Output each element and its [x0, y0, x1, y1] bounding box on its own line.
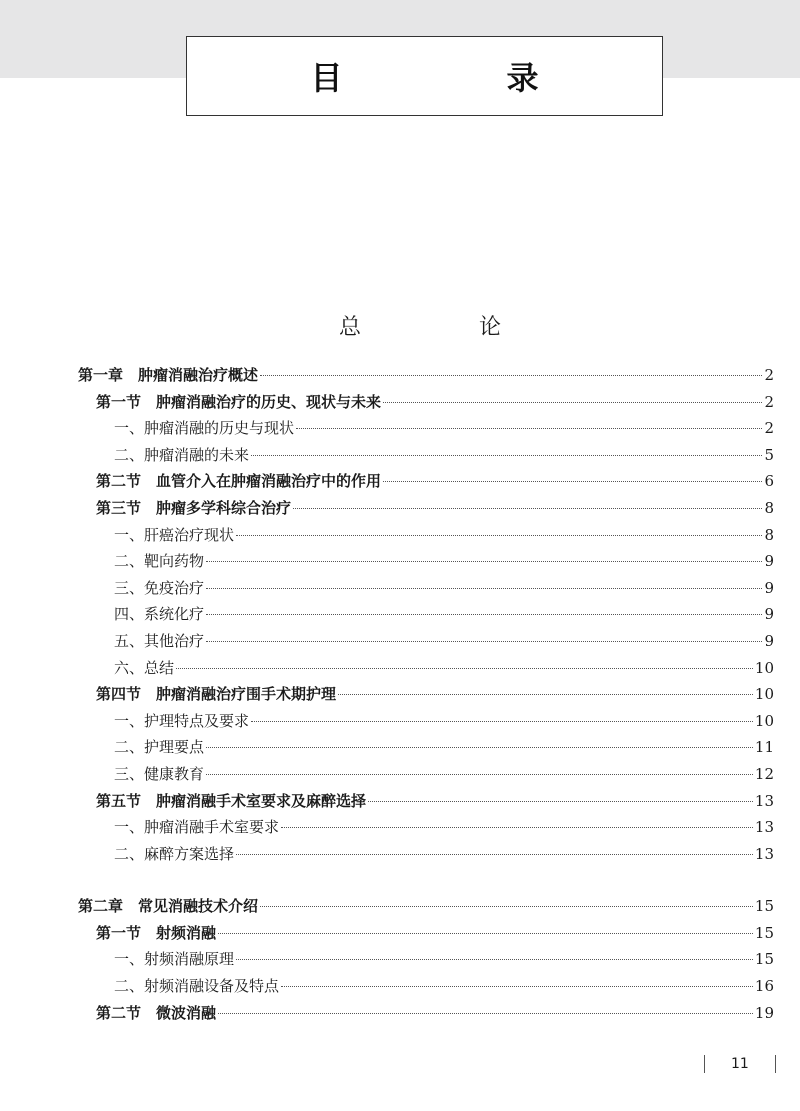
dot-leader [338, 694, 753, 695]
dot-leader [383, 481, 762, 482]
toc-section[interactable] [78, 788, 774, 815]
dot-leader [296, 428, 762, 429]
dot-leader [251, 455, 762, 456]
dot-leader [293, 508, 762, 509]
toc-entry-label: 第二节 微波消融 [96, 1003, 217, 1022]
dot-leader [281, 827, 753, 828]
toc-entry-page: 6 [764, 472, 774, 491]
toc-entry-label: 三、免疫治疗 [114, 578, 205, 597]
toc-item[interactable] [78, 601, 774, 628]
toc-item[interactable] [78, 522, 774, 549]
toc-item[interactable] [78, 442, 774, 469]
dot-leader [206, 561, 762, 562]
toc-entry-label: 三、健康教育 [114, 764, 205, 783]
toc-item[interactable] [78, 548, 774, 575]
toc-section[interactable] [78, 468, 774, 495]
toc-item[interactable] [78, 973, 774, 1000]
dot-leader [251, 721, 753, 722]
toc-entry-label: 一、肿瘤消融的历史与现状 [114, 419, 295, 438]
toc-entry-page: 8 [764, 525, 774, 544]
toc-item[interactable] [78, 734, 774, 761]
dot-leader [176, 668, 753, 669]
section-heading: 总 论 [338, 315, 549, 340]
toc-entry-page: 2 [764, 366, 774, 384]
toc-item[interactable] [78, 575, 774, 602]
dot-leader [206, 774, 753, 775]
toc-entry-page: 11 [754, 738, 774, 757]
toc-section[interactable] [78, 495, 774, 522]
toc-entry-label: 第一节 射频消融 [96, 923, 217, 942]
toc-section[interactable] [78, 681, 774, 708]
toc-entry-page: 10 [754, 711, 774, 730]
toc-entry-label: 第五节 肿瘤消融手术室要求及麻醉选择 [96, 791, 367, 810]
toc-chapter[interactable] [78, 893, 774, 920]
toc-entry-label: 二、护理要点 [114, 738, 205, 757]
dot-leader [236, 959, 753, 960]
toc-entry-page: 2 [764, 419, 774, 438]
toc-entry-page: 13 [754, 844, 774, 863]
toc-section[interactable] [78, 1000, 774, 1027]
dot-leader [236, 854, 753, 855]
toc-entry-page: 12 [754, 764, 774, 783]
toc-item[interactable] [78, 655, 774, 682]
dot-leader [206, 747, 753, 748]
toc-section[interactable] [78, 920, 774, 947]
toc-entry-label: 四、系统化疗 [114, 605, 205, 624]
footer-divider [775, 1055, 776, 1073]
toc-entry-page: 13 [754, 791, 774, 810]
dot-leader [218, 1013, 753, 1014]
toc-entry-page: 10 [754, 685, 774, 704]
toc-entry-page: 19 [754, 1003, 774, 1022]
toc-entry-label: 二、肿瘤消融的未来 [114, 445, 250, 464]
toc-entry-page: 16 [754, 977, 774, 996]
dot-leader [260, 375, 762, 376]
toc-entry-page: 9 [764, 552, 774, 571]
toc-entry-page: 15 [754, 897, 774, 916]
toc-entry-page: 9 [764, 631, 774, 650]
toc-entry-label: 二、靶向药物 [114, 552, 205, 571]
toc-chapter[interactable] [78, 362, 774, 389]
toc-entry-label: 五、其他治疗 [114, 631, 205, 650]
toc-entry-label: 第二章 常见消融技术介绍 [78, 897, 259, 916]
toc-entry-page: 9 [764, 605, 774, 624]
toc-entry-page: 5 [764, 445, 774, 464]
toc-item[interactable] [78, 415, 774, 442]
dot-leader [236, 535, 762, 536]
toc-item[interactable] [78, 761, 774, 788]
toc-entry-page: 9 [764, 578, 774, 597]
toc-item[interactable] [78, 841, 774, 868]
toc-entry-page: 10 [754, 658, 774, 677]
toc-entry-label: 一、肿瘤消融手术室要求 [114, 818, 280, 837]
toc-entry-label: 一、肝癌治疗现状 [114, 525, 235, 544]
page-number: 11 [731, 1056, 749, 1072]
toc-entry-label: 第一节 肿瘤消融治疗的历史、现状与未来 [96, 392, 382, 411]
toc-entry-label: 一、射频消融原理 [114, 950, 235, 969]
dot-leader [206, 588, 762, 589]
toc-entry-label: 第一章 肿瘤消融治疗概述 [78, 366, 259, 384]
dot-leader [368, 801, 753, 802]
toc-entry-page: 13 [754, 818, 774, 837]
toc-item[interactable] [78, 708, 774, 735]
dot-leader [260, 906, 753, 907]
toc-entry-page: 2 [764, 392, 774, 411]
toc-entry-label: 第二节 血管介入在肿瘤消融治疗中的作用 [96, 472, 382, 491]
toc-item[interactable] [78, 628, 774, 655]
toc-entry-page: 15 [754, 923, 774, 942]
toc-entry-page: 15 [754, 950, 774, 969]
page-footer [704, 1052, 776, 1076]
toc-entry-label: 二、射频消融设备及特点 [114, 977, 280, 996]
toc-item[interactable] [78, 814, 774, 841]
toc-entry-label: 二、麻醉方案选择 [114, 844, 235, 863]
toc-section[interactable] [78, 389, 774, 416]
toc-entry-label: 六、总结 [114, 658, 175, 677]
dot-leader [218, 933, 753, 934]
toc-entry-label: 第三节 肿瘤多学科综合治疗 [96, 498, 292, 517]
page-title: 目 录 [186, 36, 663, 116]
dot-leader [206, 614, 762, 615]
table-of-contents [78, 362, 774, 1026]
toc-entry-label: 一、护理特点及要求 [114, 711, 250, 730]
toc-entry-label: 第四节 肿瘤消融治疗围手术期护理 [96, 685, 337, 704]
dot-leader [281, 986, 753, 987]
toc-entry-page: 8 [764, 498, 774, 517]
toc-item[interactable] [78, 946, 774, 973]
dot-leader [206, 641, 762, 642]
dot-leader [383, 402, 762, 403]
